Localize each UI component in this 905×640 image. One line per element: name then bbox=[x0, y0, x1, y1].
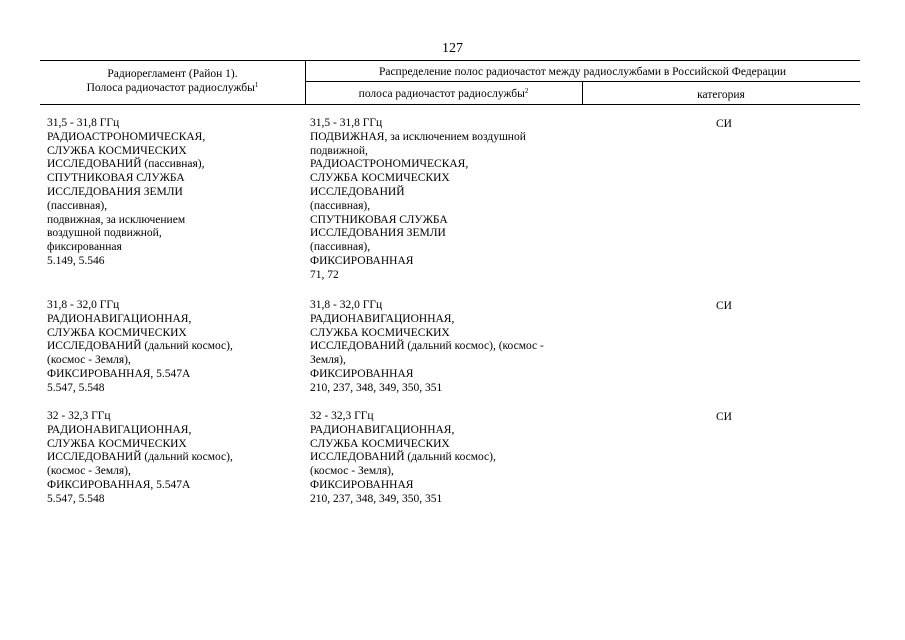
header-region-band bbox=[40, 67, 305, 95]
header-region-line2-text: Полоса радиочастот радиослужбы bbox=[86, 82, 255, 94]
header-bottom-rule bbox=[40, 104, 860, 105]
row-category-cell: СИ bbox=[716, 411, 732, 423]
header-category: категория bbox=[697, 89, 745, 101]
row-category-cell: СИ bbox=[716, 300, 732, 312]
row-category-cell: СИ bbox=[716, 118, 732, 130]
row-service-band-cell: 32 - 32,3 ГГц РАДИОНАВИГАЦИОННАЯ, СЛУЖБА КОСМИЧЕСКИХ ИССЛЕДОВАНИЙ (дальний космос), (космос - Земля), ФИКСИРОВАННАЯ 210, 237, 348, 349, 350, 351 bbox=[310, 410, 496, 505]
header-service-band bbox=[305, 87, 582, 101]
header-region-line2 bbox=[40, 81, 305, 95]
header-top-rule bbox=[40, 60, 860, 61]
row-service-band-cell: 31,8 - 32,0 ГГц РАДИОНАВИГАЦИОННАЯ, СЛУЖБА КОСМИЧЕСКИХ ИССЛЕДОВАНИЙ (дальний космос), (космос - Земля), ФИКСИРОВАННАЯ 210, 237, 348, 349, 350, 351 bbox=[310, 299, 544, 394]
header-region-line1: Радиорегламент (Район 1). bbox=[107, 68, 238, 80]
row-region-band-cell: 32 - 32,3 ГГц РАДИОНАВИГАЦИОННАЯ, СЛУЖБА КОСМИЧЕСКИХ ИССЛЕДОВАНИЙ (дальний космос), (космос - Земля), ФИКСИРОВАННАЯ, 5.547А 5.547, 5.548 bbox=[47, 410, 233, 505]
header-service-band-text: полоса радиочастот радиослужбы bbox=[358, 88, 525, 100]
row-region-band-cell: 31,8 - 32,0 ГГц РАДИОНАВИГАЦИОННАЯ, СЛУЖБА КОСМИЧЕСКИХ ИССЛЕДОВАНИЙ (дальний космос), (космос - Земля), ФИКСИРОВАННАЯ, 5.547А 5.547, 5.548 bbox=[47, 299, 233, 394]
footnote-ref-2: 2 bbox=[524, 87, 529, 95]
header-rf-distribution-title: Распределение полос радиочастот между радиослужбами в Российской Федерации bbox=[378, 66, 787, 78]
footnote-ref-1: 1 bbox=[254, 81, 259, 89]
row-service-band-cell: 31,5 - 31,8 ГГц ПОДВИЖНАЯ, за исключением воздушной подвижной, РАДИОАСТРОНОМИЧЕСКАЯ, СЛУЖБА КОСМИЧЕСКИХ ИССЛЕДОВАНИЙ (пассивная), СПУТНИКОВАЯ СЛУЖБА ИССЛЕДОВАНИЯ ЗЕМЛИ (пассивная), ФИКСИРОВАННАЯ 71, 72 bbox=[310, 117, 526, 281]
page-number: 127 bbox=[442, 41, 463, 56]
row-region-band-cell: 31,5 - 31,8 ГГц РАДИОАСТРОНОМИЧЕСКАЯ, СЛУЖБА КОСМИЧЕСКИХ ИССЛЕДОВАНИЙ (пассивная), СПУТНИКОВАЯ СЛУЖБА ИССЛЕДОВАНИЯ ЗЕМЛИ (пассивная), подвижная, за исключением воздушной подвижной, фиксированная 5.149, 5.546 bbox=[47, 117, 206, 267]
